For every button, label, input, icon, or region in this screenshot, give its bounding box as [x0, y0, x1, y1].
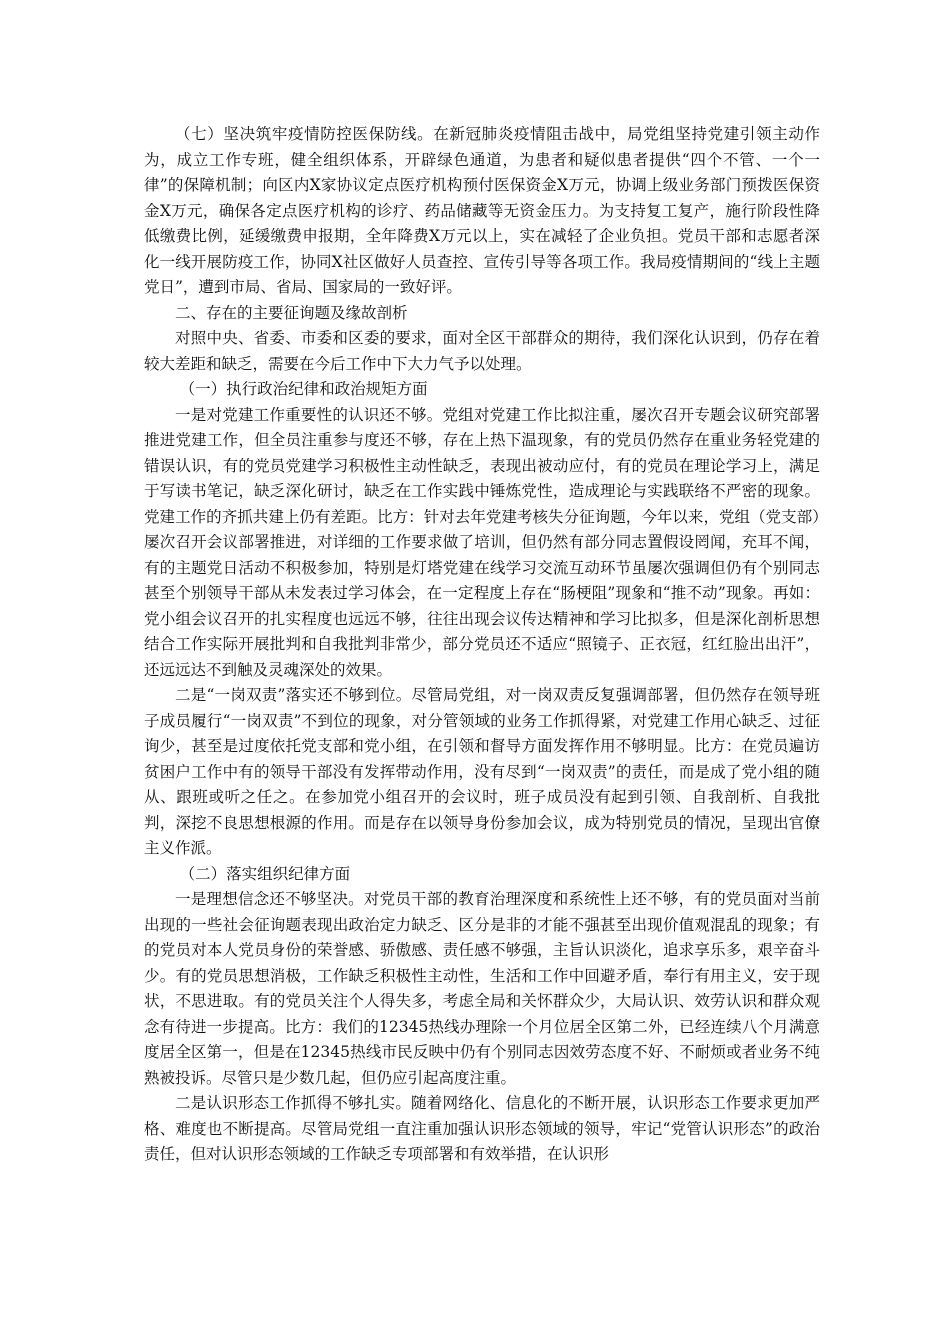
- section-heading-problems: 二、存在的主要征询题及缘故剖析: [175, 303, 408, 322]
- subheading-political-discipline: （一）执行政治纪律和政治规矩方面: [179, 380, 428, 398]
- document-page: [144, 122, 820, 1168]
- paragraph-dual-responsibility: 二是“一岗双责”落实还不够到位。尽管局党组，对一岗双责反复强调部署，但仍然存在领导班子成员履行“一岗双责”不到位的现象，对分管领域的业务工作抓得紧，对党建工作用心缺乏、过征询少，甚至是过度依托党支部和党小组，在引领和督导方面发挥作用不够明显。比方：在党员遍访贫困户工作中有的领导干部没有发挥带动作用，没有尽到“一岗双责”的责任，而是成了党小组的随从、跟班或听之任之。在参加党小组召开的会议时，班子成员没有起到引领、自我剖析、自我批判，深挖不良思想根源的作用。而是存在以领导身份参加会议，成为特别党员的情况，呈现出官僚主义作派。: [144, 686, 820, 857]
- paragraph-ideology-work: 二是认识形态工作抓得不够扎实。随着网络化、信息化的不断开展，认识形态工作要求更加严格、难度也不断提高。尽管局党组一直注重加强认识形态领域的领导，牢记“党管认识形态”的政治责任，但对认识形态领域的工作缺乏专项部署和有效举措，在认识形: [144, 1094, 820, 1163]
- paragraph-ideals-beliefs: 一是理想信念还不够坚决。对党员干部的教育治理深度和系统性上还不够，有的党员面对当前出现的一些社会征询题表现出政治定力缺乏、区分是非的才能不强甚至出现价值观混乱的现象；有的党员对本人党员身份的荣誉感、骄傲感、责任感不够强，主旨认识淡化，追求享乐多，艰辛奋斗少。有的党员思想消极，工作缺乏积极性主动性，生活和工作中回避矛盾，奉行有用主义，安于现状，不思进取。有的党员关注个人得失多，考虑全局和关怀群众少，大局认识、效劳认识和群众观念有待进一步提高。比方：我们的12345热线办理除一个月位居全区第二外，已经连续八个月满意度居全区第一，但是在12345热线市民反映中仍有个别同志因效劳态度不好、不耐烦或者业务不纯熟被投诉。尽管只是少数几起，但仍应引起高度注重。: [144, 890, 820, 1087]
- paragraph-party-building-awareness: 一是对党建工作重要性的认识还不够。党组对党建工作比拟注重，屡次召开专题会议研究部署推进党建工作，但全员注重参与度还不够，存在上热下温现象，有的党员仍然存在重业务轻党建的错误认识，有的党员党建学习积极性主动性缺乏，表现出被动应付，有的党员在理论学习上，满足于写读书笔记，缺乏深化研讨，缺乏在工作实践中锤炼党性，造成理论与实践联络不严密的现象。党建工作的齐抓共建上仍有差距。比方：针对去年党建考核失分征询题，今年以来，党组（党支部）屡次召开会议部署推进，对详细的工作要求做了培训，但仍然有部分同志置假设罔闻，充耳不闻，有的主题党日活动不积极参加，特别是灯塔党建在线学习交流互动环节虽屡次强调但仍有个别同志甚至个别领导干部从未发表过学习体会，在一定程度上存在“肠梗阻”现象和“推不动”现象。再如：党小组会议召开的扎实程度也远远不够，往往出现会议传达精神和学习比拟多，但是深化剖析思想结合工作实际开展批判和自我批判非常少，部分党员还不适应“照镜子、正衣冠，红红脸出出汗”，还远远达不到触及灵魂深处的效果。: [144, 405, 820, 679]
- paragraph-epidemic-prevention: （七）坚决筑牢疫情防控医保防线。在新冠肺炎疫情阻击战中，局党组坚持党建引领主动作为，成立工作专班，健全组织体系，开辟绿色通道，为患者和疑似患者提供“四个不管、一个一律”的保障机制；向区内X家协议定点医疗机构预付医保资金X万元，协调上级业务部门预拨医保资金X万元，确保各定点医疗机构的诊疗、药品储藏等无资金压力。为支持复工复产，施行阶段性降低缴费比例，延缓缴费申报期，全年降费X万元以上，实在减轻了企业负担。党员干部和志愿者深化一线开展防疫工作，协同X社区做好人员查控、宣传引导等各项工作。我局疫情期间的“线上主题党日”，遭到市局、省局、国家局的一致好评。: [144, 125, 820, 296]
- paragraph-intro-gaps: 对照中央、省委、市委和区委的要求，面对全区干部群众的期待，我们深化认识到，仍存在着较大差距和缺乏，需要在今后工作中下大力气予以处理。: [144, 329, 820, 373]
- subheading-organizational-discipline: （二）落实组织纪律方面: [179, 864, 351, 883]
